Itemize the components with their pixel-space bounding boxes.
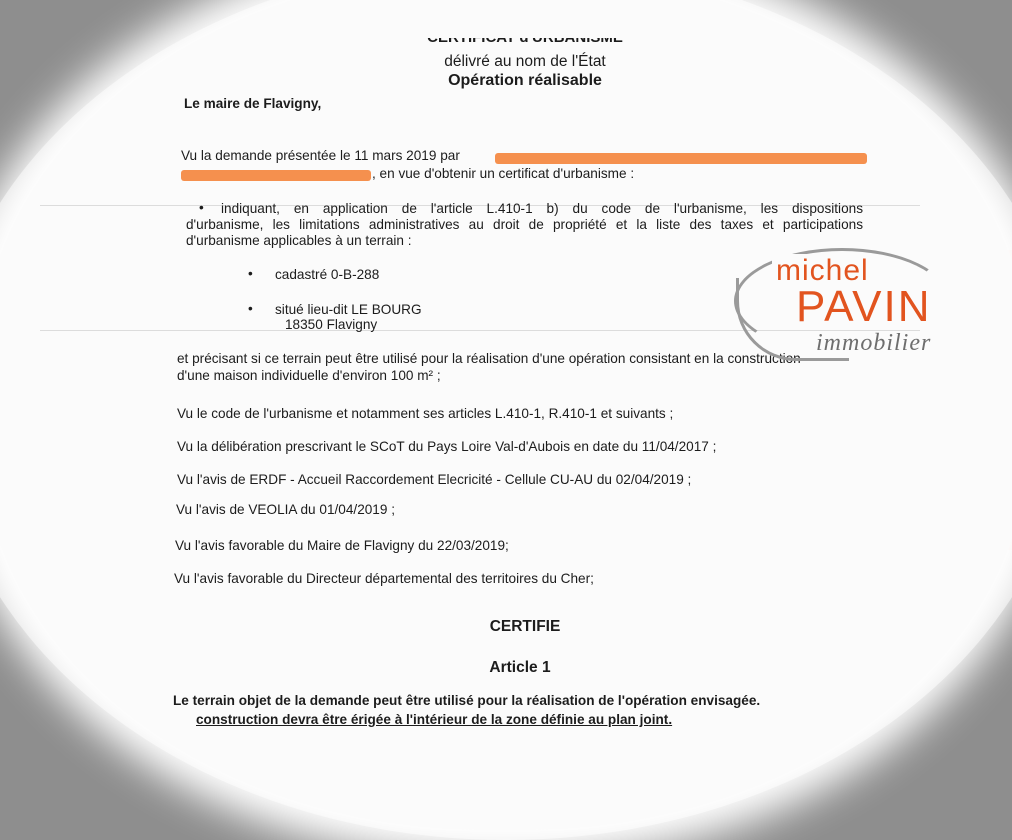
article-heading: Article 1 — [489, 659, 551, 676]
specifying-line-2: d'une maison individuelle d'environ 100 m² ; — [177, 368, 441, 383]
logo-subtitle-text: immobilier — [816, 330, 932, 356]
request-line-1: Vu la demande présentée le 11 mars 2019 par — [181, 148, 460, 163]
consideration-item: Vu l'avis de ERDF - Accueil Raccordement Elecricité - Cellule CU-AU du 02/04/2019 ; — [177, 472, 692, 487]
specifying-line-1: et précisant si ce terrain peut être utilisé pour la réalisation d'une opération consistant en la construction — [177, 351, 801, 366]
request-line-2: , en vue d'obtenir un certificat d'urbanisme : — [372, 166, 635, 181]
indicating-line-2: d'urbanisme, les limitations administratives au droit de propriété et la liste des taxes et participations — [186, 217, 863, 232]
parcel-location-line-1: situé lieu-dit LE BOURG — [275, 302, 422, 317]
redaction-bar — [495, 153, 867, 164]
mayor-line: Le maire de Flavigny, — [184, 96, 322, 111]
logo-name-text: PAVIN — [796, 282, 932, 331]
parcel-location-line-2: 18350 Flavigny — [285, 317, 378, 332]
indicating-line-3: d'urbanisme applicables à un terrain : — [186, 233, 412, 248]
consideration-item: Vu l'avis de VEOLIA du 01/04/2019 ; — [176, 502, 395, 517]
cadastre-reference: cadastré 0-B-288 — [275, 267, 380, 282]
indicating-line-1: indiquant, en application de l'article L.410-1 b) du code de l'urbanisme, les dispositions — [221, 201, 863, 216]
logo-brand-text: michel — [772, 254, 873, 288]
list-bullet: • — [248, 266, 253, 281]
consideration-item: Vu la délibération prescrivant le SCoT du Pays Loire Val-d'Aubois en date du 11/04/2017 ; — [177, 439, 717, 454]
agency-watermark-logo — [734, 248, 956, 360]
list-bullet: • — [199, 200, 204, 215]
certifie-heading: CERTIFIE — [489, 618, 561, 635]
list-bullet: • — [248, 301, 253, 316]
consideration-item: Vu l'avis favorable du Maire de Flavigny du 22/03/2019; — [175, 538, 509, 553]
consideration-item: Vu l'avis favorable du Directeur départemental des territoires du Cher; — [174, 571, 594, 586]
operation-status: Opération réalisable — [448, 72, 602, 89]
redaction-bar — [181, 170, 371, 181]
consideration-item: Vu le code de l'urbanisme et notamment ses articles L.410-1, R.410-1 et suivants ; — [177, 406, 674, 421]
issuing-authority: délivré au nom de l'État — [444, 53, 606, 70]
article-text-line-2: construction devra être érigée à l'intérieur de la zone définie au plan joint. — [196, 712, 673, 727]
article-text-line-1: Le terrain objet de la demande peut être utilisé pour la réalisation de l'opération envisagée. — [173, 693, 761, 708]
